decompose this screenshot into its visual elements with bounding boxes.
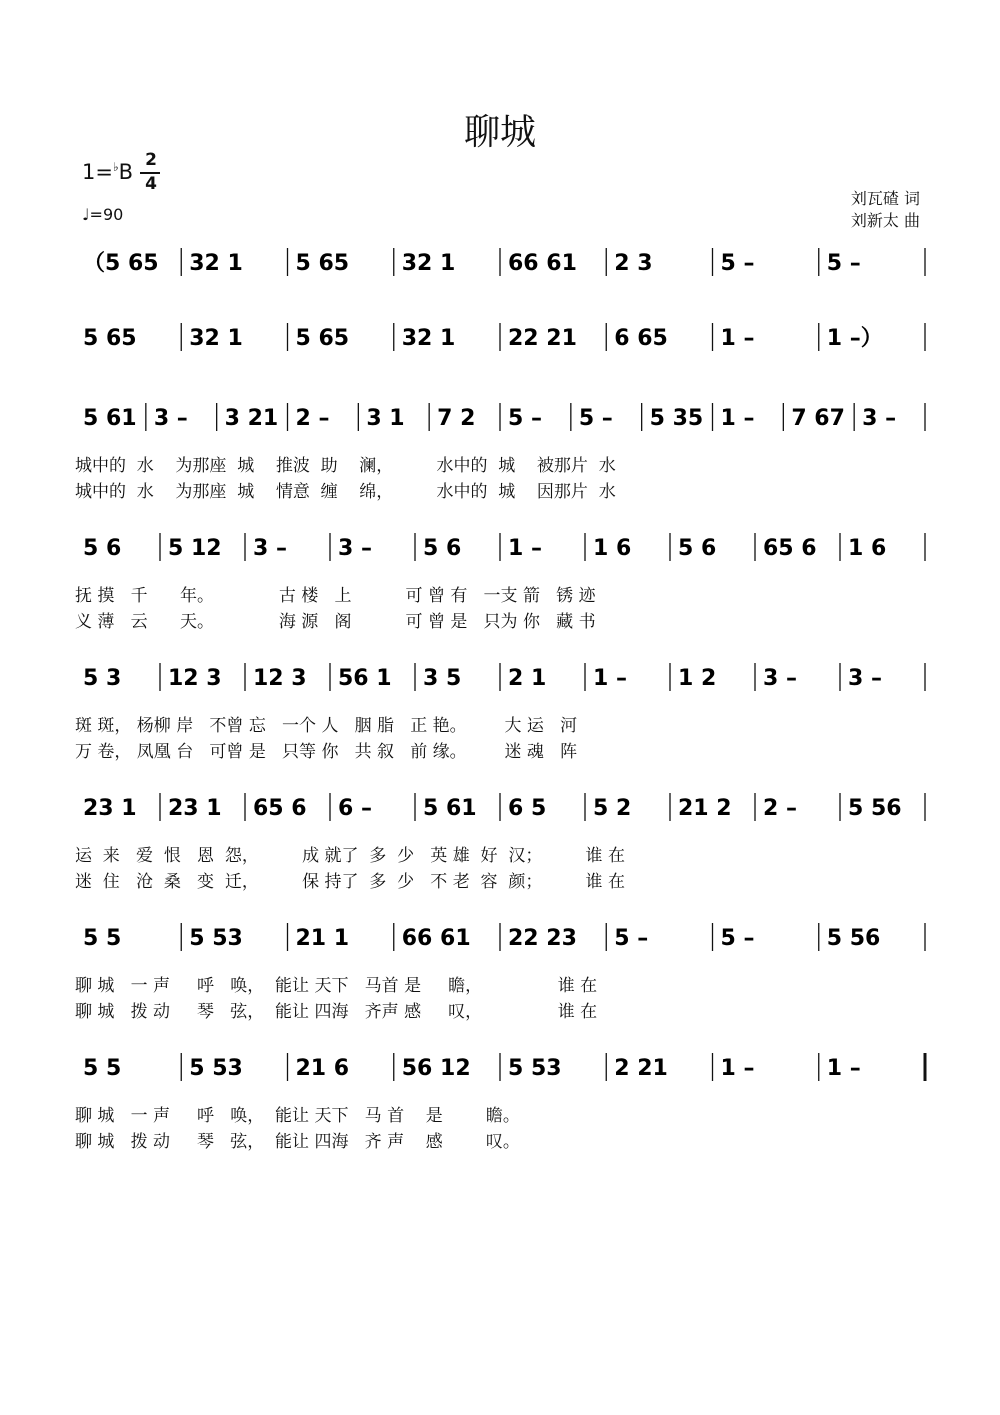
measure-notes: 5 – — [720, 926, 755, 951]
measure-notes: 56 12 — [401, 1056, 471, 1081]
time-signature-denominator: 4 — [145, 174, 157, 194]
measure-notes: 5 – — [578, 406, 613, 431]
measure-notes: 5 2 — [593, 796, 632, 821]
measure-notes: 5 – — [826, 251, 861, 276]
measure-notes: 3 – — [763, 666, 797, 691]
lyric-line: 运 来 爱 恨 恩 怨， 成 就了 多 少 英 雄 好 汉； 谁 在 — [75, 846, 625, 866]
measure-notes: 3 – — [862, 406, 897, 431]
measure-notes: 12 3 — [253, 666, 307, 691]
measure-notes: 1 – — [826, 1056, 861, 1081]
measure-notes: 2 21 — [614, 1056, 668, 1081]
measure-notes: 32 1 — [401, 251, 456, 276]
measure-notes: 5 5 — [83, 1056, 122, 1081]
measure-notes: 7 2 — [437, 406, 476, 431]
measure-notes: 1 2 — [678, 666, 717, 691]
measure-notes: 23 1 — [168, 796, 222, 821]
lyric-line: 聊 城 拨 动 琴 弦， 能让 四海 齐 声 感 叹。 — [75, 1132, 520, 1152]
time-signature-numerator: 2 — [145, 150, 157, 170]
measure-notes: 23 1 — [83, 796, 137, 821]
measure-notes: 1 – — [720, 1056, 755, 1081]
lyric-line: 义 薄 云 天。 海 源 阁 可 曾 是 只为 你 藏 书 — [75, 612, 596, 632]
measure-notes: 32 1 — [401, 326, 456, 351]
measure-notes: 66 61 — [508, 251, 577, 276]
quarter-note-icon: ♩ — [82, 205, 90, 224]
measure-notes: 1 – — [593, 666, 627, 691]
measure-notes: 2 – — [763, 796, 797, 821]
measure-notes: 5 53 — [189, 1056, 243, 1081]
measure-notes: 32 1 — [189, 251, 243, 276]
key-prefix: 1= — [82, 160, 113, 184]
measure-notes: 1 – — [508, 536, 542, 561]
measure-notes: 5 56 — [848, 796, 902, 821]
measure-notes: 3 – — [338, 536, 372, 561]
measure-notes: 5 56 — [826, 926, 881, 951]
measure-notes: 21 6 — [295, 1056, 350, 1081]
measure-notes: 66 61 — [401, 926, 471, 951]
measure-notes: 5 53 — [189, 926, 243, 951]
measure-notes: （5 65 — [83, 251, 159, 276]
measure-notes: 5 6 — [83, 536, 122, 561]
lyric-line: 万 卷， 凤凰 台 可曾 是 只等 你 共 叙 前 缘。 迷 魂 阵 — [75, 742, 578, 762]
measure-notes: 5 61 — [83, 406, 137, 431]
tempo-value: =90 — [89, 205, 124, 224]
measure-notes: 2 3 — [614, 251, 653, 276]
measure-notes: 3 – — [848, 666, 882, 691]
measure-notes: 3 1 — [366, 406, 405, 431]
measure-notes: 5 3 — [83, 666, 122, 691]
lyric-line: 聊 城 一 声 呼 唤， 能让 天下 马首 是 瞻， 谁 在 — [75, 976, 598, 996]
measure-notes: 6 65 — [614, 326, 668, 351]
measure-notes: 5 35 — [649, 406, 704, 431]
measure-notes: 5 – — [614, 926, 649, 951]
measure-notes: 3 5 — [423, 666, 462, 691]
measure-notes: 6 5 — [508, 796, 547, 821]
measure-notes: 5 6 — [423, 536, 462, 561]
measure-notes: 5 6 — [678, 536, 717, 561]
measure-notes: 1 –） — [826, 326, 883, 351]
measure-notes: 7 67 — [791, 406, 845, 431]
measure-notes: 6 – — [338, 796, 372, 821]
measure-notes: 12 3 — [168, 666, 222, 691]
lyric-line: 城中的 水 为那座 城 情意 缠 绵， 水中的 城 因那片 水 — [75, 482, 616, 502]
song-title: 聊城 — [463, 112, 536, 153]
measure-notes: 3 – — [253, 536, 287, 561]
measure-notes: 5 61 — [423, 796, 477, 821]
measure-notes: 3 – — [153, 406, 188, 431]
flat-sign: ♭ — [112, 160, 119, 174]
measure-notes: 21 2 — [678, 796, 732, 821]
measure-notes: 21 1 — [295, 926, 350, 951]
measure-notes: 1 6 — [848, 536, 887, 561]
measure-notes: 1 6 — [593, 536, 632, 561]
measure-notes: 32 1 — [189, 326, 243, 351]
measure-notes: 5 – — [720, 251, 755, 276]
measure-notes: 2 – — [295, 406, 330, 431]
lyric-line: 抚 摸 千 年。 古 楼 上 可 曾 有 一支 箭 锈 迹 — [75, 586, 596, 606]
lyric-line: 聊 城 拨 动 琴 弦， 能让 四海 齐声 感 叹， 谁 在 — [75, 1002, 598, 1022]
lyric-line: 迷 住 沧 桑 变 迁， 保 持了 多 少 不 老 容 颜； 谁 在 — [75, 872, 625, 892]
measure-notes: 5 12 — [168, 536, 222, 561]
lyricist-credit: 刘瓦碴 词 — [850, 189, 920, 208]
measure-notes: 65 6 — [763, 536, 817, 561]
lyric-line: 城中的 水 为那座 城 推波 助 澜， 水中的 城 被那片 水 — [75, 456, 616, 476]
lyric-line: 聊 城 一 声 呼 唤， 能让 天下 马 首 是 瞻。 — [75, 1106, 520, 1126]
measure-notes: 5 – — [508, 406, 542, 431]
measure-notes: 5 65 — [295, 326, 350, 351]
measure-notes: 1 – — [720, 406, 755, 431]
key-note: B — [118, 160, 134, 184]
measure-notes: 5 5 — [83, 926, 122, 951]
measure-notes: 5 65 — [295, 251, 350, 276]
measure-notes: 3 21 — [224, 406, 279, 431]
lyric-line: 斑 斑， 杨柳 岸 不曾 忘 一个 人 胭 脂 正 艳。 大 运 河 — [75, 716, 578, 736]
measure-notes: 2 1 — [508, 666, 547, 691]
measure-notes: 5 65 — [83, 326, 137, 351]
measure-notes: 65 6 — [253, 796, 307, 821]
measure-notes: 22 23 — [508, 926, 577, 951]
composer-credit: 刘新太 曲 — [850, 211, 920, 230]
measure-notes: 56 1 — [338, 666, 392, 691]
measure-notes: 1 – — [720, 326, 755, 351]
measure-notes: 22 21 — [508, 326, 577, 351]
measure-notes: 5 53 — [508, 1056, 562, 1081]
